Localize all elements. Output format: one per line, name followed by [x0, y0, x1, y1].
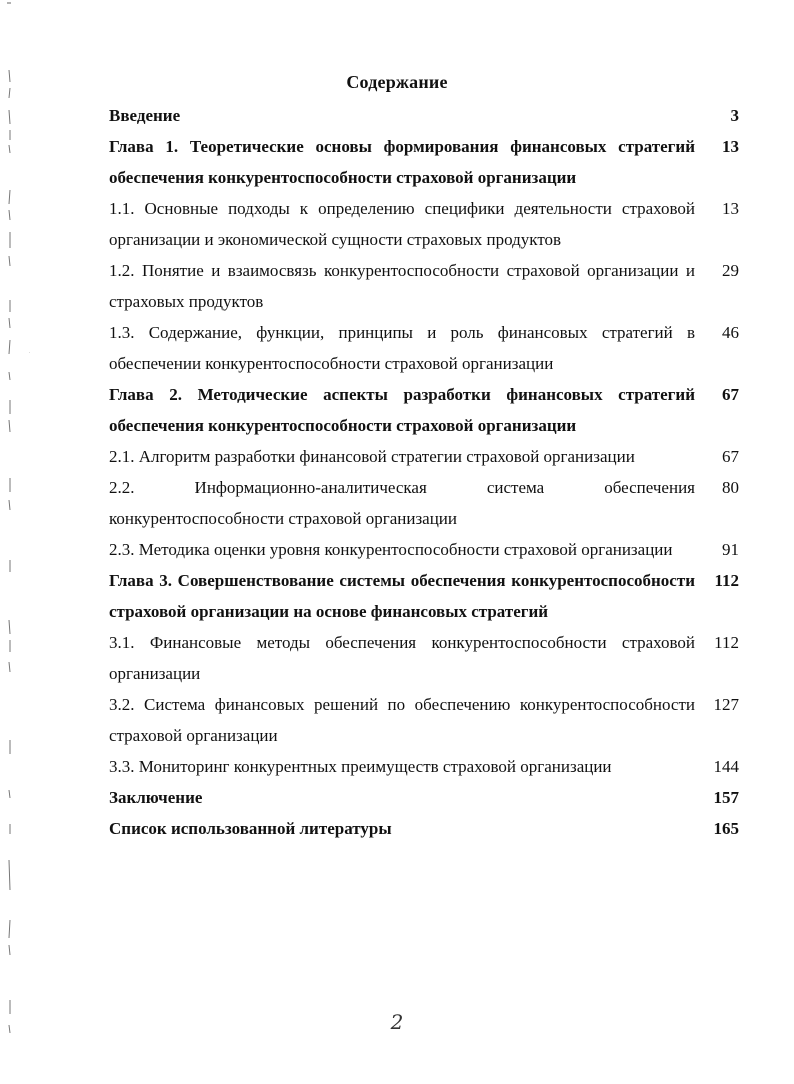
toc-entry-page: 165: [713, 819, 739, 838]
toc-entry-page: 91: [722, 540, 739, 559]
toc-entry-section-3-1: [109, 627, 739, 689]
toc-entry-conclusion: [109, 782, 739, 813]
toc-entry-section-2-1: [109, 441, 739, 472]
toc-entry-page: 29: [722, 261, 739, 280]
toc-entry-text: 2.3. Методика оценки уровня конкурентоспособности страховой организации: [109, 540, 673, 559]
toc-entry-section-2-2: [109, 472, 739, 534]
toc-entry-page: 112: [714, 571, 739, 590]
toc-entry-text: Список использованной литературы: [109, 819, 392, 838]
table-of-contents: [109, 100, 739, 844]
toc-entry-page: 67: [722, 447, 739, 466]
toc-entry-text: 1.3. Содержание, функции, принципы и роль финансовых стратегий в обеспечении конкурентоспособности страховой организации: [109, 323, 695, 373]
toc-entry-page: 112: [714, 633, 739, 652]
toc-entry-text: Глава 2. Методические аспекты разработки финансовых стратегий обеспечения конкурентоспособности страховой организации: [109, 385, 695, 435]
toc-entry-chapter-2: [109, 379, 739, 441]
toc-entry-page: 67: [722, 385, 739, 404]
toc-entry-page: 157: [713, 788, 739, 807]
toc-entry-text: Глава 3. Совершенствование системы обеспечения конкурентоспособности страховой организации на основе финансовых стратегий: [109, 571, 695, 621]
toc-entry-text: 3.3. Мониторинг конкурентных преимуществ страховой организации: [109, 757, 612, 776]
toc-entry-chapter-3: [109, 565, 739, 627]
toc-entry-page: 80: [722, 478, 739, 497]
toc-entry-bibliography: [109, 813, 739, 844]
toc-entry-section-3-3: [109, 751, 739, 782]
toc-entry-section-3-2: [109, 689, 739, 751]
toc-entry-text: 3.1. Финансовые методы обеспечения конкурентоспособности страховой организации: [109, 633, 695, 683]
toc-entry-text: 1.2. Понятие и взаимосвязь конкурентоспособности страховой организации и страховых продуктов: [109, 261, 695, 311]
page-number: 2: [390, 1010, 404, 1034]
toc-entry-page: 46: [722, 323, 739, 342]
toc-entry-page: 127: [713, 695, 739, 714]
toc-entry-page: 3: [730, 106, 739, 125]
toc-entry-text: 2.2. Информационно-аналитическая система обеспечения конкурентоспособности страховой организации: [109, 478, 695, 528]
toc-entry-page: 13: [722, 137, 739, 156]
toc-entry-section-1-3: [109, 317, 739, 379]
scan-margin-marks: [0, 0, 30, 1084]
toc-entry-text: Заключение: [109, 788, 203, 807]
toc-entry-page: 13: [722, 199, 739, 218]
toc-entry-text: 2.1. Алгоритм разработки финансовой стратегии страховой организации: [109, 447, 635, 466]
toc-entry-section-2-3: [109, 534, 739, 565]
toc-entry-chapter-1: [109, 131, 739, 193]
toc-entry-page: 144: [713, 757, 739, 776]
toc-entry-text: Глава 1. Теоретические основы формирования финансовых стратегий обеспечения конкурентоспособности страховой организации: [109, 137, 695, 187]
toc-entry-text: 3.2. Система финансовых решений по обеспечению конкурентоспособности страховой организации: [109, 695, 695, 745]
toc-title: Содержание: [346, 72, 448, 92]
toc-entry-text: Введение: [109, 106, 181, 125]
toc-entry-introduction: [109, 100, 739, 131]
scan-corner-mark: [6, 2, 12, 8]
toc-entry-section-1-2: [109, 255, 739, 317]
toc-entry-section-1-1: [109, 193, 739, 255]
toc-entry-text: 1.1. Основные подходы к определению специфики деятельности страховой организации и экономической сущности страховых продуктов: [109, 199, 695, 249]
